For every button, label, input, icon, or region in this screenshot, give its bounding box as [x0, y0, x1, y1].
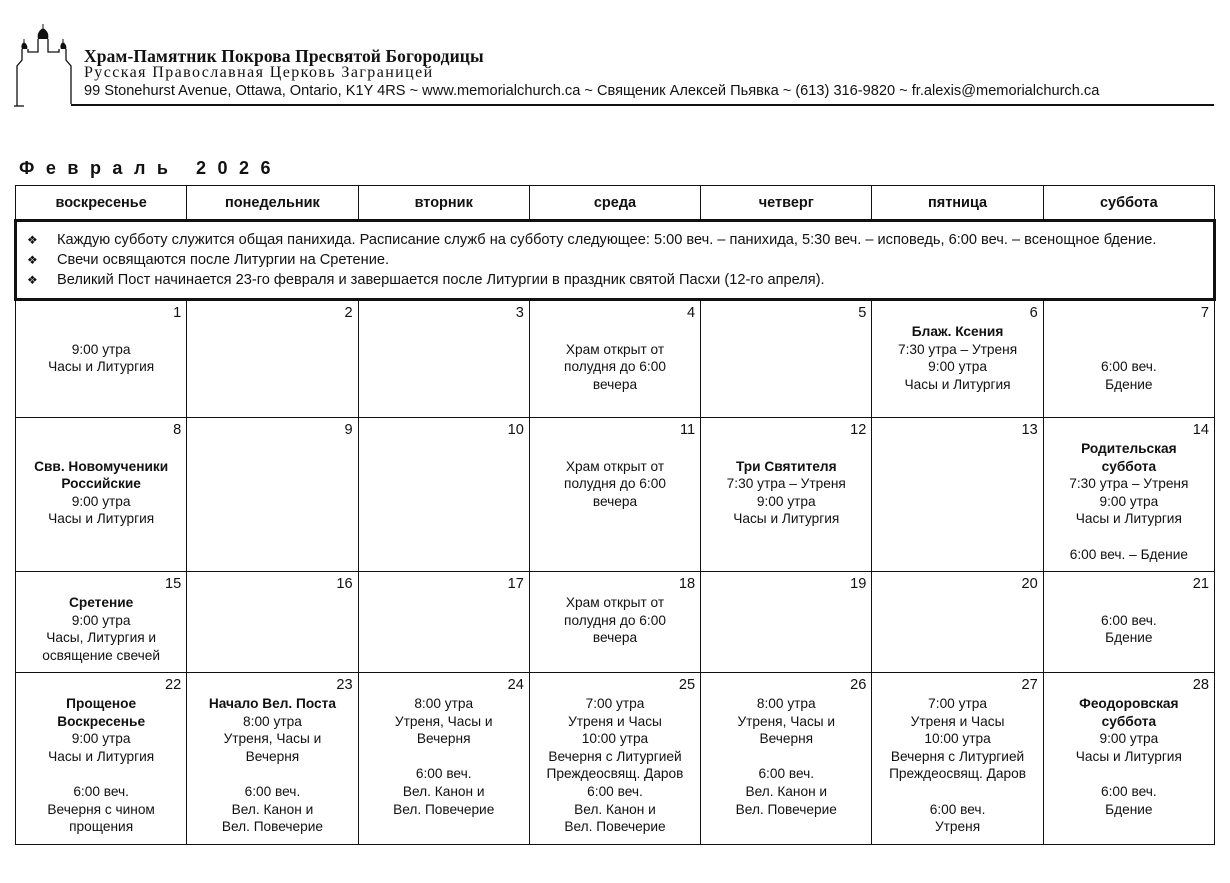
- service-line: прощения: [69, 819, 134, 835]
- service-line: 8:00 утра: [243, 713, 302, 729]
- feast-title: Родительская: [1081, 441, 1177, 456]
- service-line: Бдение: [1105, 376, 1153, 392]
- service-line: 6:00 веч.: [587, 783, 643, 799]
- service-line: 6:00 веч.: [244, 783, 301, 799]
- service-line: [1049, 765, 1209, 783]
- service-line: [706, 440, 866, 458]
- service-line: 7:00 утра: [585, 696, 645, 711]
- service-line: 9:00 утра: [71, 341, 131, 357]
- service-line: [535, 323, 695, 341]
- service-line: 10:00 утра: [924, 731, 991, 747]
- service-line: 6:00 веч.: [929, 801, 986, 817]
- service-line: 9:00 утра: [71, 493, 131, 509]
- service-line: [1049, 594, 1209, 612]
- weekday-header-row: [16, 186, 1215, 221]
- service-line: Часы и Литургия: [733, 511, 840, 527]
- weekday-wednesday: среда: [529, 186, 700, 221]
- service-line: Часы и Литургия: [48, 748, 155, 764]
- service-line: освящение свечей: [42, 647, 161, 663]
- service-line: Вел. Повечерие: [221, 819, 324, 835]
- service-line: [21, 765, 181, 783]
- notes-row: [16, 221, 1215, 300]
- day-cell: [529, 300, 700, 418]
- service-line: Вел. Канон и: [745, 783, 828, 799]
- service-line: 10:00 утра: [581, 731, 649, 747]
- service-line: 6:00 веч.: [73, 783, 129, 799]
- weekday-monday: понедельник: [187, 186, 358, 221]
- feast-title: Феодоровская: [1079, 696, 1179, 711]
- header-divider: [71, 104, 1214, 106]
- service-line: Храм открыт от: [565, 341, 665, 357]
- church-name: Храм-Памятник Покрова Пресвятой Богородицы: [84, 46, 484, 66]
- service-line: [1049, 341, 1209, 359]
- service-line: Вечерня: [416, 731, 471, 747]
- feast-title: суббота: [1101, 713, 1157, 729]
- service-line: Часы и Литургия: [1075, 511, 1182, 527]
- service-line: полудня до 6:00: [564, 359, 666, 375]
- service-line: полудня до 6:00: [564, 612, 666, 628]
- service-line: 9:00 утра: [928, 359, 987, 375]
- service-line: 6:00 веч.: [1101, 783, 1157, 799]
- service-line: 8:00 утра: [756, 696, 816, 711]
- service-line: Утреня, Часы и: [223, 731, 322, 747]
- note-item: [27, 250, 1203, 270]
- service-line: Утреня и Часы: [568, 713, 662, 729]
- service-line: Вечерня с Литургией: [890, 748, 1025, 764]
- day-cell: [1043, 673, 1214, 845]
- service-line: Часы и Литургия: [904, 376, 1011, 392]
- service-line: 6:00 веч.: [1101, 359, 1157, 375]
- feast-title: суббота: [1101, 458, 1157, 474]
- note-text: Великий Пост начинается 23-го февраля и завершается после Литургии в праздник святой Пасхи (12-го апреля).: [57, 272, 825, 288]
- feast-title: Воскресенье: [57, 713, 146, 729]
- day-number: 12: [850, 422, 867, 438]
- day-cell: [529, 673, 700, 845]
- service-line: Часы и Литургия: [1075, 748, 1182, 764]
- day-number: 4: [687, 305, 696, 321]
- service-line: Преждеосвящ. Даров: [546, 766, 684, 782]
- feast-title: Сретение: [68, 595, 134, 610]
- service-line: Храм открыт от: [565, 458, 665, 474]
- service-line: вечера: [592, 493, 638, 509]
- service-line: Часы и Литургия: [48, 511, 155, 527]
- day-cell: [529, 418, 700, 572]
- day-cell: [701, 418, 872, 572]
- day-cell: [187, 418, 358, 572]
- service-line: Храм открыт от: [565, 595, 665, 610]
- feast-title: Прощеное: [66, 696, 137, 711]
- service-line: Вел. Повечерие: [564, 819, 666, 835]
- day-cell: [1043, 572, 1214, 673]
- weekday-saturday: суббота: [1043, 186, 1214, 221]
- day-cell: [872, 673, 1043, 845]
- service-line: [1049, 323, 1209, 341]
- week-row: [16, 673, 1215, 845]
- service-line: 6:00 веч.: [415, 766, 472, 782]
- week-row: [16, 300, 1215, 418]
- service-line: 7:30 утра – Утреня: [726, 476, 846, 492]
- day-number: 23: [336, 677, 353, 693]
- church-affiliation: Русская Православная Церковь Заграницей: [84, 64, 434, 81]
- day-cell: [187, 673, 358, 845]
- service-line: 7:00 утра: [928, 696, 987, 711]
- day-number: 2: [344, 305, 353, 321]
- note-text: Свечи освящаются после Литургии на Сретение.: [57, 252, 390, 268]
- day-number: 26: [850, 677, 867, 693]
- service-line: Бдение: [1105, 801, 1153, 817]
- service-line: Бдение: [1105, 630, 1153, 646]
- day-cell: [872, 300, 1043, 418]
- service-line: [535, 440, 695, 458]
- day-number: 1: [173, 305, 182, 321]
- service-line: 9:00 утра: [1099, 493, 1159, 509]
- service-line: [21, 323, 181, 341]
- service-line: 9:00 утра: [71, 731, 131, 747]
- day-number: 21: [1192, 576, 1209, 592]
- day-number: 28: [1192, 677, 1209, 693]
- weekday-friday: пятница: [872, 186, 1043, 221]
- day-cell: [701, 572, 872, 673]
- feast-title: Блаж. Ксения: [911, 324, 1004, 339]
- service-line: Вечерня: [759, 731, 814, 747]
- weekday-thursday: четверг: [701, 186, 872, 221]
- service-line: Вел. Канон и: [574, 801, 656, 817]
- day-number: 25: [678, 677, 696, 693]
- notes-box: [16, 221, 1215, 300]
- feast-title: Российские: [61, 476, 141, 492]
- service-line: 6:00 веч.: [758, 766, 815, 782]
- day-number: 24: [507, 677, 524, 693]
- service-line: 9:00 утра: [756, 493, 816, 509]
- day-number: 15: [165, 576, 182, 592]
- day-number: 9: [344, 422, 353, 438]
- week-row: [16, 572, 1215, 673]
- day-cell: [187, 300, 358, 418]
- day-number: 5: [858, 305, 867, 321]
- service-line: 8:00 утра: [414, 696, 474, 711]
- letterhead: [14, 14, 1214, 110]
- day-cell: [872, 572, 1043, 673]
- service-line: [364, 748, 524, 766]
- service-line: Часы, Литургия и: [46, 630, 157, 646]
- day-cell: [16, 673, 187, 845]
- month-title: Февраль 2026: [19, 158, 282, 178]
- service-line: Вечерня с Литургией: [548, 748, 682, 764]
- day-cell: [872, 418, 1043, 572]
- day-cell: [358, 418, 529, 572]
- service-line: Утреня и Часы: [910, 713, 1005, 729]
- day-number: 22: [165, 677, 182, 693]
- service-line: 6:00 веч.: [1101, 612, 1157, 628]
- diamond-bullet-icon: ❖: [27, 273, 38, 287]
- feast-title: Начало Вел. Поста: [208, 696, 336, 711]
- service-line: Вечерня: [245, 748, 300, 764]
- note-item: [27, 270, 1203, 290]
- day-cell: [701, 673, 872, 845]
- service-line: Часы и Литургия: [48, 359, 155, 375]
- service-line: Вел. Повечерие: [393, 801, 495, 817]
- service-line: [706, 748, 866, 766]
- day-cell: [1043, 300, 1214, 418]
- day-number: 17: [507, 576, 524, 592]
- service-line: Вечерня с чином: [47, 801, 155, 817]
- service-line: [877, 783, 1037, 801]
- note-item: [27, 230, 1203, 250]
- calendar-table: [14, 185, 1216, 845]
- day-cell: [529, 572, 700, 673]
- note-text: Каждую субботу служится общая панихида. Расписание служб на субботу следующее: 5:00 веч. – панихида, 5:30 веч. – исповедь, 6:00 веч. – всенощное бдение.: [57, 232, 1157, 248]
- day-cell: [358, 572, 529, 673]
- week-row: [16, 418, 1215, 572]
- day-cell: [187, 572, 358, 673]
- service-line: [21, 440, 181, 458]
- day-number: 11: [679, 422, 696, 438]
- service-line: Утреня: [934, 819, 981, 835]
- service-line: Утреня, Часы и: [737, 713, 836, 729]
- day-cell: [16, 572, 187, 673]
- day-number: 14: [1192, 422, 1209, 438]
- day-cell: [16, 418, 187, 572]
- day-number: 18: [678, 576, 696, 592]
- day-cell: [1043, 418, 1214, 572]
- diamond-bullet-icon: ❖: [27, 253, 38, 267]
- feast-title: Три Святителя: [735, 458, 837, 474]
- day-number: 10: [507, 422, 524, 438]
- day-number: 13: [1021, 422, 1038, 438]
- service-line: вечера: [592, 630, 638, 646]
- contact-line: 99 Stonehurst Avenue, Ottawa, Ontario, K1Y 4RS ~ www.memorialchurch.ca ~ Священик Алексей Пьявка ~ (613) 316-9820 ~ fr.alexis@memorialchurch.ca: [84, 83, 1100, 99]
- day-cell: [358, 300, 529, 418]
- feast-title: Свв. Новомученики: [34, 458, 169, 474]
- day-number: 16: [336, 576, 353, 592]
- diamond-bullet-icon: ❖: [27, 233, 38, 247]
- service-line: вечера: [592, 376, 638, 392]
- service-line: [192, 765, 352, 783]
- service-line: Утреня, Часы и: [394, 713, 493, 729]
- service-line: Вел. Повечерие: [735, 801, 837, 817]
- service-line: 9:00 утра: [71, 612, 131, 628]
- service-line: Вел. Канон и: [231, 801, 314, 817]
- day-cell: [16, 300, 187, 418]
- service-line: [1049, 528, 1209, 546]
- day-number: 20: [1021, 576, 1038, 592]
- service-line: 9:00 утра: [1099, 731, 1159, 747]
- weekday-sunday: воскресенье: [16, 186, 187, 221]
- day-number: 27: [1021, 677, 1038, 693]
- service-line: 7:30 утра – Утреня: [1069, 476, 1189, 492]
- day-number: 8: [173, 422, 182, 438]
- church-domes-icon: [14, 14, 86, 110]
- day-number: 19: [850, 576, 867, 592]
- day-cell: [701, 300, 872, 418]
- service-line: Преждеосвящ. Даров: [889, 766, 1026, 782]
- service-line: полудня до 6:00: [564, 476, 666, 492]
- day-number: 3: [515, 305, 524, 321]
- day-number: 6: [1029, 305, 1038, 321]
- service-line: Вел. Канон и: [402, 783, 485, 799]
- service-line: 6:00 веч. – Бдение: [1069, 546, 1188, 562]
- service-line: 7:30 утра – Утреня: [897, 341, 1018, 357]
- day-cell: [358, 673, 529, 845]
- weekday-tuesday: вторник: [358, 186, 529, 221]
- day-number: 7: [1200, 305, 1209, 321]
